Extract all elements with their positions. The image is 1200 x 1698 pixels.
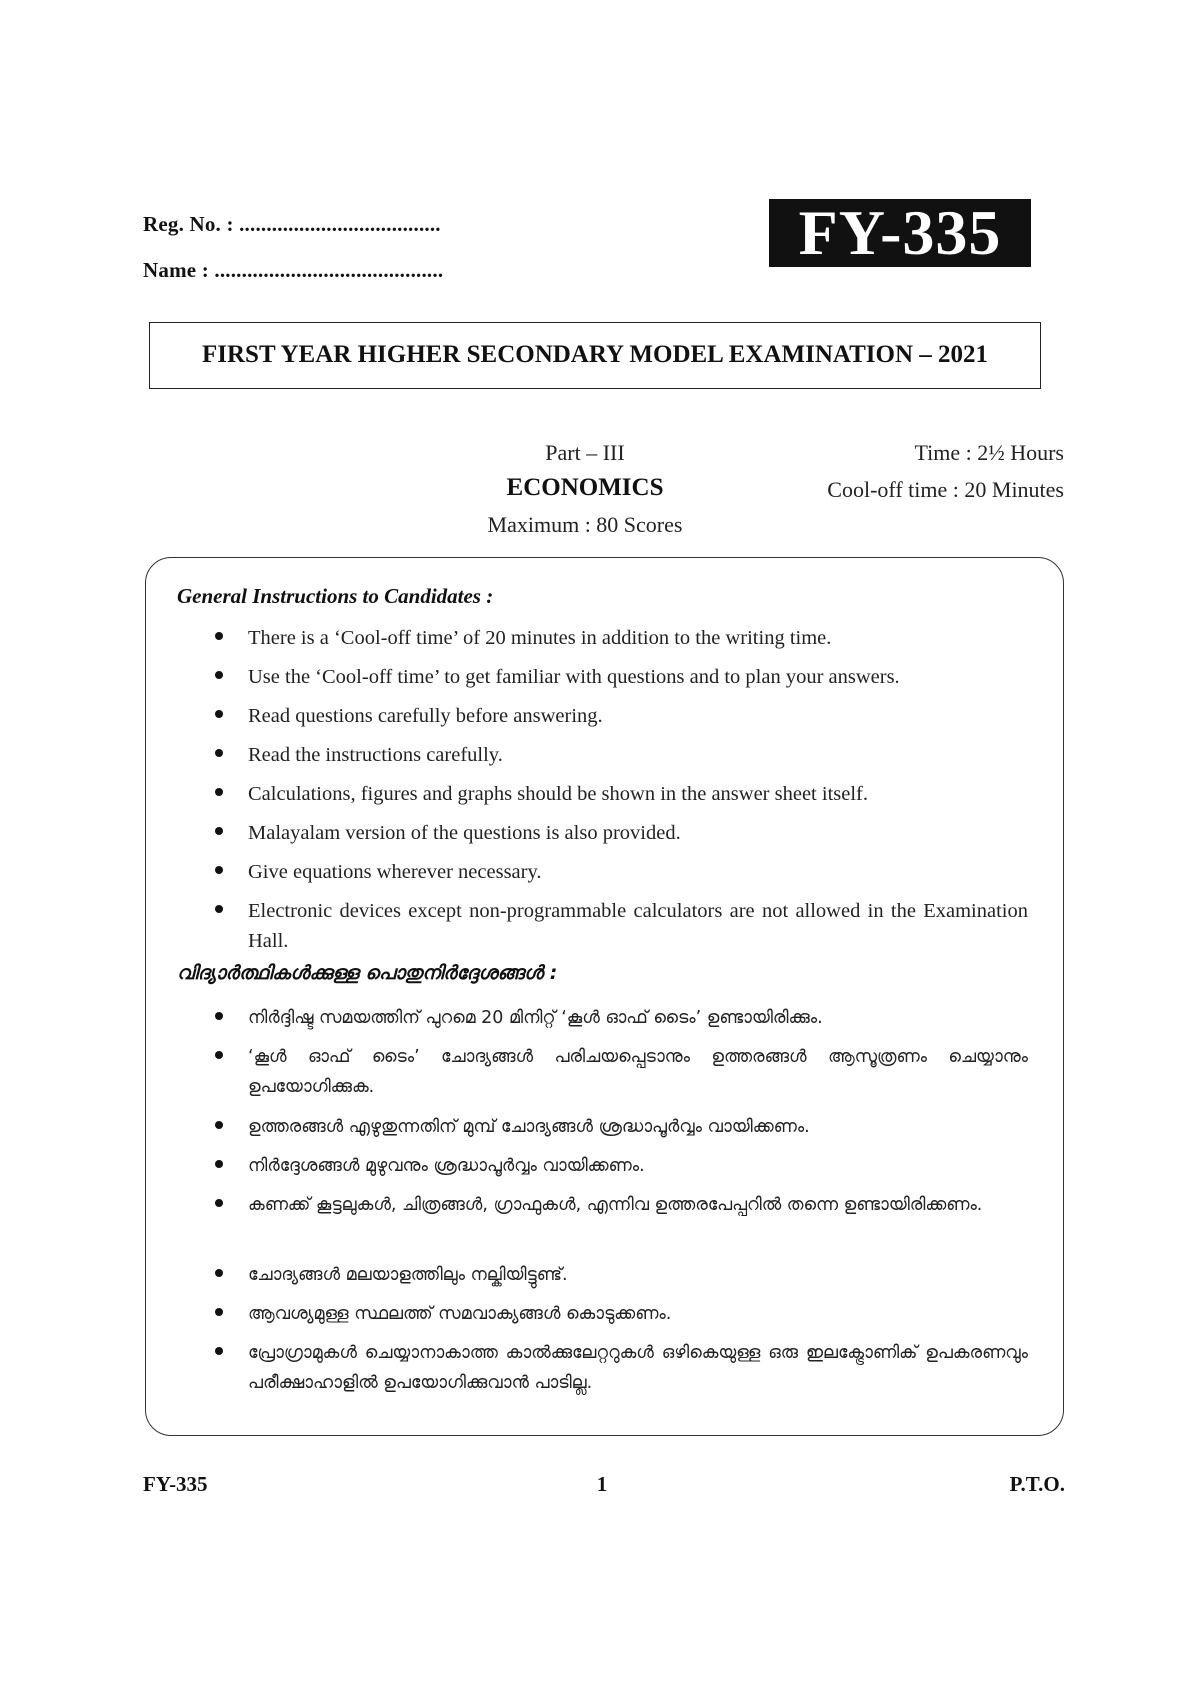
cool-off-label: Cool-off time : 20 Minutes bbox=[827, 477, 1064, 502]
bullet-icon bbox=[215, 788, 223, 796]
page-number: 1 bbox=[596, 1472, 608, 1496]
bullet-icon bbox=[215, 632, 223, 640]
bullet-icon bbox=[215, 1160, 223, 1168]
bullet-icon bbox=[215, 1051, 223, 1059]
bullet-icon bbox=[215, 1308, 223, 1316]
bullet-icon bbox=[215, 1347, 223, 1355]
paper-code-badge: FY-335 bbox=[769, 199, 1031, 267]
malayalam-instructions-list: നിർദ്ദിഷ്ട സമയത്തിന് പുറമെ 20 മിനിറ്റ് ‘കൂൾ ഓഫ് ടൈം’ ഉണ്ടായിരിക്കും. ‘കൂൾ ഓഫ് ടൈം’ ചോദ്യങ്ങൾ പരിചയപ്പെടാനും ഉത്തരങ്ങൾ ആസൂത്രണം ചെയ്യാനും ഉപയോഗിക്കുക. ഉത്തരങ്ങൾ എഴുതുന്നതിന് മുമ്പ് ചോദ്യങ്ങൾ ശ്രദ്ധാപൂർവ്വം വായിക്കണം. നിർദ്ദേശങ്ങൾ മുഴുവനും ശ്രദ്ധാപൂർവ്വം വായിക്കണം. കണക്ക് കൂട്ടലുകൾ, ചിത്രങ്ങൾ, ഗ്രാഫുകൾ, എന്നിവ ഉത്തരപേപ്പറിൽ തന്നെ ഉണ്ടായിരിക്കണം. ചോദ്യങ്ങൾ മലയാളത്തിലും നല്കിയിട്ടുണ്ട്. ആവശ്യമുള്ള സ്ഥലത്ത് സമവാക്യങ്ങൾ കൊടുക്കണം. പ്രോഗ്രാമുകൾ ചെയ്യാനാകാത്ത കാൽക്കുലേറ്ററുകൾ ഒഴികെയുള്ള ഒരു ഇലക്ട്രോണിക് ഉപകരണവും പരീക്ഷാഹാളിൽ ഉപയോഗിക്കുവാൻ പാടില്ല. bbox=[177, 1003, 1057, 1413]
bullet-icon bbox=[215, 1121, 223, 1129]
english-instructions-heading: General Instructions to Candidates : bbox=[177, 584, 494, 608]
bullet-icon bbox=[215, 749, 223, 757]
bullet-icon bbox=[215, 1012, 223, 1020]
bullet-icon bbox=[215, 710, 223, 718]
bullet-icon bbox=[215, 827, 223, 835]
bullet-icon bbox=[215, 1269, 223, 1277]
bullet-icon bbox=[215, 1199, 223, 1207]
bullet-icon bbox=[215, 905, 223, 913]
max-score: Maximum : 80 Scores bbox=[487, 512, 683, 537]
bullet-icon bbox=[215, 866, 223, 874]
english-instructions-list: There is a ‘Cool-off time’ of 20 minutes in addition to the writing time. Use the ‘Cool-off time’ to get familiar with questions and to plan your answers. Read questions carefully before answering. Read the instructions carefully. Calculations, figures and graphs should be shown in the answer sheet itself. Malayalam version of the questions is also provided. Give equations wherever necessary. Electronic devices except non-programmable calculators are not allowed in the Examination Hall. bbox=[177, 623, 1057, 953]
bullet-icon bbox=[215, 671, 223, 679]
pto-label: P.T.O. bbox=[1009, 1472, 1065, 1496]
name-field: Name : .......................................... bbox=[143, 258, 444, 282]
footer-paper-code: FY-335 bbox=[143, 1472, 208, 1496]
reg-no-field: Reg. No. : ..................................... bbox=[143, 212, 441, 236]
time-label: Time : 2½ Hours bbox=[914, 440, 1064, 465]
malayalam-instructions-heading: വിദ്യാർത്ഥികൾക്കുള്ള പൊതുനിർദ്ദേശങ്ങൾ : bbox=[177, 962, 558, 984]
exam-title: FIRST YEAR HIGHER SECONDARY MODEL EXAMINATION – 2021 bbox=[149, 322, 1041, 389]
part-label: Part – III bbox=[545, 440, 625, 465]
subject-title: ECONOMICS bbox=[506, 474, 664, 501]
